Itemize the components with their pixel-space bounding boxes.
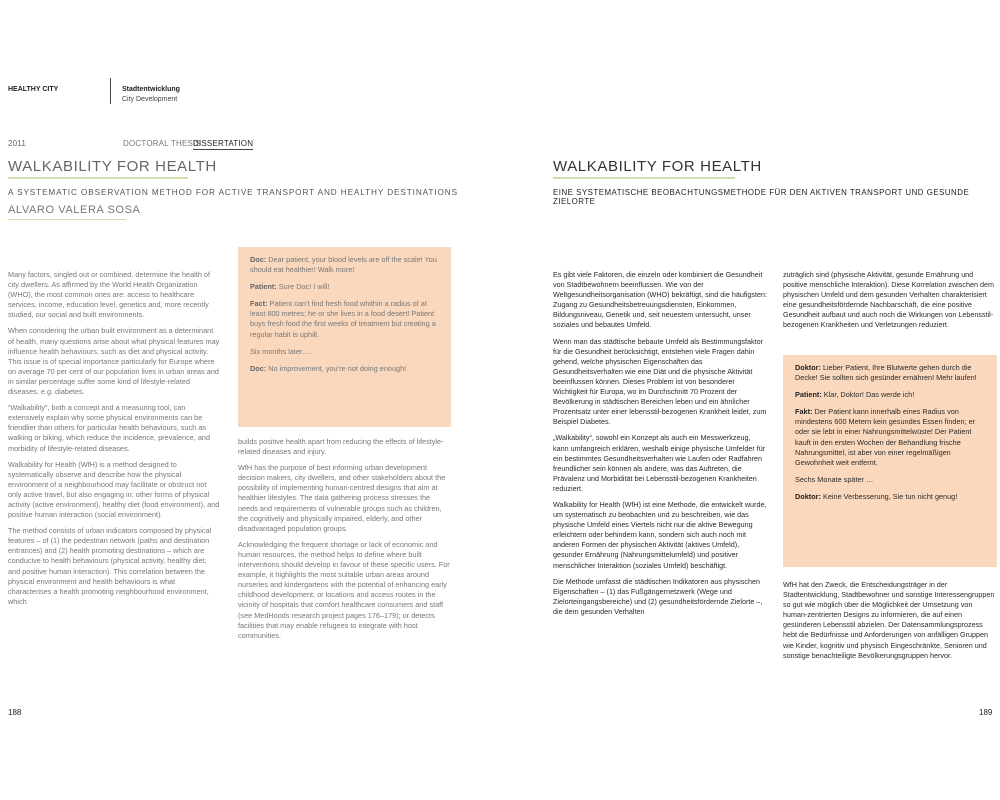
running-header-section: HEALTHY CITY (8, 86, 59, 93)
paragraph: WfH has the purpose of best informing urban development decision makers, city dwellers, and other stakeholders about the possibility of implementing human-centred designs that aim at healthier lifestyles. The data gathering process stresses the needs and requirements of vulnerable groups such as children, the cognitively and physically impaired, elderly, and other disadvantaged population groups. (238, 463, 446, 533)
dialogue-line: Sechs Monate später … (795, 474, 874, 484)
dialogue-text: Patient can’t find fresh food whithin a radius of at least 600 metres; he or she lives in a food desert! Patient buys fresh food the first weeks of treatment but creating a regular habit is uphill. (250, 299, 436, 339)
paragraph: „Walkability“, sowohl ein Konzept als auch ein Messwerkzeug, kann umfangreich erklären, weshalb einige physische Umfelder für ein bestimmtes Gesundheitsverhalten wie Laufen oder Radfahren freundlicher sein können als andere, was das Auftreten, die Prävalenz und Morbidität bei Lebensstil-bezogenen Krankheiten reduziert. (553, 433, 766, 493)
speaker-label: Fact: (250, 299, 268, 309)
author-name: ALVARO VALERA SOSA (8, 204, 141, 216)
dialogue-text: Dear patient, your blood levels are off the scale! You should eat healthier! Walk more! (250, 255, 437, 275)
paragraph: Many factors, singled out or combined, determine the health of city dwellers. As affirmed by the World Health Organization (WHO), the most common ones are: access to healthcare services, income, education level, genetics and, more recently studied, our social and built environments. (8, 270, 210, 320)
paragraph: Die Methode umfasst die städtischen Indikatoren aus physischen Eigenschaften – (1) das Fußgängernetzwerk (Wege und Zielorteingangsbereiche) und (2) gesundheitsfördernde Zielorte –, die dem gesunden Verhalten (553, 576, 763, 616)
speaker-label: Doc: (250, 255, 267, 264)
dialogue-text: No improvement, you’re not doing enough! (266, 363, 407, 373)
dialogue-line (250, 299, 439, 339)
year-label: 2011 (8, 139, 27, 148)
dialogue-line (795, 363, 985, 383)
body-column-de-2-bottom (783, 580, 995, 667)
body-column-en-2 (238, 437, 452, 647)
running-header-sub-de: Stadtentwicklung (122, 86, 180, 93)
subtitle-en: A SYSTEMATIC OBSERVATION METHOD FOR ACTIVE TRANSPORT AND HEALTHY DESTINATIONS (8, 188, 458, 197)
subtitle-de: EINE SYSTEMATISCHE BEOBACHTUNGSMETHODE FÜR DEN AKTIVEN TRANSPORT UND GESUNDE ZIELORTE (553, 188, 970, 206)
dialogue-line (250, 282, 439, 292)
body-column-de-2-top (783, 270, 995, 337)
running-header-sub-en: City Development (122, 96, 178, 103)
dialogue-text: Keine Verbesserung, Sie tun nicht genug! (820, 491, 958, 501)
paragraph: “Walkability”, both a concept and a measuring tool, can extensively explain why some physical environments can be friendlier than others for particular health behaviours, such as walking or biking, which reduce the incidence, prevalence, and morbidity of lifestyle-related diseases. (8, 403, 211, 453)
paragraph: Wenn man das städtische bebaute Umfeld als Bestimmungsfaktor für die Gesundheit berücksichtigt, entstehen viele Fragen dahin gehend, welche physischen Eigenschaften das Gesundheitsverhalten wie eine Diät und die physische Aktivität beeinflussen können. Dieses Problem ist von besonderer Wichtigkeit für Europa, wo im Durchschnitt 70 Prozent der Bevölkerung in städtischen Bereichen leben und ein ähnlicher Prozentsatz unter einer lebensstil-bezogenen Krankheit leidet, zum Beispiel Diabetes. (553, 336, 767, 427)
paragraph: The method consists of urban indicators composed by physical features – of (1) the pedestrian network (paths and destination entrances) and (2) health promoting destinations – which are conducive to health behaviours (physical activity, healthy diet, and positive human interaction). This correlation between the physical environment and health behaviours is what characterises a health promoting neighbourhood environment, which (8, 526, 212, 606)
speaker-label: Patient: (795, 390, 822, 400)
dialogue-text: Der Patient kann innerhalb eines Radius von mindestens 600 Metern kein gesundes Essen finden; er oder sie lebt in einer Nahrungsmittelwüste! Der Patient kauft in den ersten Wochen der Behandlung frische Nahrungsmittel, ist aber von einer regelmäßigen Gewohnheit weit entfernt. (795, 407, 976, 467)
dissertation-label: DISSERTATION (193, 139, 254, 148)
page-number-right: 189 (979, 708, 993, 717)
dialogue-line (795, 407, 985, 468)
body-column-en-1 (8, 270, 220, 613)
page-title-de: WALKABILITY FOR HEALTH (553, 158, 762, 175)
dialogue-text: Sure Doc! I will! (276, 282, 330, 292)
paragraph: zuträglich sind (physische Aktivität, gesunde Ernährung und positive menschliche Interaktion). Diese Korrelation zwischen dem physischen Umfeld und dem gesunden Verhalten charakterisiert eine gesundheitsfördernde Nachbarschaft, die eine positive Gesundheit aufbaut und auch noch die Wirkungen von Lebensstil-bezogenen Krankheiten und Verletzungen reduziert. (783, 270, 994, 330)
paragraph: Acknowledging the frequent shortage or lack of economic and human resources, the method helps to define where built interventions should develop in favour of these specific users. For example, it highlights the most suitable urban areas around nurseries and kindergartens with the potential of enhancing early childhood development; or locations and access routes in the vicinity of hospitals that comfort healthcare consumers and staff (see MedHoods research project pages 176–179); or detects facilities that may enable refugees to integrate with host communities. (238, 539, 450, 640)
header-divider (110, 78, 111, 104)
speaker-label: Fakt: (795, 407, 813, 417)
paragraph: Walkability for Health (WfH) is a method designed to systematically observe and describe how the physical environment of a neighbourhood may facilitate or obstruct not only active travel, but also engaging in: other forms of physical activity (active environment), healthy diet (food environment), and positive human interaction (social environment). (8, 459, 220, 520)
title-underline-en (8, 177, 188, 179)
dialogue-line (250, 255, 439, 275)
dialogue-text: Klar, Doktor! Das werde ich! (821, 390, 915, 400)
speaker-label: Doktor: (795, 491, 821, 501)
dialogue-box-en (238, 247, 451, 427)
dialogue-line (795, 390, 985, 400)
speaker-label: Doc: (250, 363, 267, 373)
dialogue-text: Lieber Patient, Ihre Blutwerte gehen durch die Decke! Sie sollten sich gesünder ernähren! Mehr laufen! (795, 363, 977, 383)
speaker-label: Doktor: (795, 363, 821, 372)
author-underline (8, 219, 126, 220)
paragraph: Walkability for Health (WfH) ist eine Methode, die entwickelt wurde, um systematisch zu beobachten und zu beschreiben, wie das physische Umfeld eines Viertels nicht nur die aktive Bewegung erleichtern oder behindern kann, sondern sich auch noch mit anderen Formen der physischen Aktivität (aktives Umfeld), gesunder Ernährung (Nahrungsmittelumfeld) und positiver menschlicher Interaktion (soziales Umfeld) beschäftigt. (553, 499, 767, 570)
dialogue-line (250, 364, 439, 374)
dialogue-line (795, 492, 985, 502)
dialogue-line: Six months later…. (250, 346, 312, 356)
doctoral-thesis-label: DOCTORAL THESIS (123, 139, 201, 148)
speaker-label: Patient: (250, 282, 277, 292)
page-number-left: 188 (8, 708, 22, 717)
title-underline-de (553, 177, 735, 179)
dialogue-box-de (783, 355, 997, 567)
paragraph: WfH hat den Zweck, die Entscheidungsträger in der Stadtentwicklung, Stadtbewohner und sonstige Interessengruppen so gut wie möglich über die Möglichkeit der Umsetzung von human-zentrierten Designs zu informieren, die auf einen gesünderen Lebensstil abzielen. Der Datensammlungsprozess hebt die Bedürfnisse und Anforderungen von anfälligen Gruppen wie Kinder, kognitiv und physisch Eingeschränkte, Senioren und sonstige benachteiligte Bevölkerungsgruppen hervor. (783, 580, 995, 660)
page-title-en: WALKABILITY FOR HEALTH (8, 158, 217, 175)
paragraph: Es gibt viele Faktoren, die einzeln oder kombiniert die Gesundheit von Stadtbewohnern beeinflussen. Wie von der Weltgesundheitsorganisation (WHO) bekräftigt, sind die häufigsten: Zugang zu Gesundheitsbetreuungsdiensten, Einkommen, Bildungsniveau, Genetik und, seit neuestem untersucht, unser soziales und bebautes Umfeld. (553, 270, 768, 330)
paragraph: When considering the urban built environment as a determinant of health, many questions arise about what physical features may influence health behaviours, such as diet and physical activity. This issue is of special importance particularly for Europe where on average 70 per cent of our population lives in urban areas and in similar percentage suffer some kind of lifestyle-related diseases, e.g. diabetes. (8, 326, 220, 397)
paragraph: builds positive health apart from reducing the effects of lifestyle-related diseases and injury. (238, 437, 444, 457)
body-column-de-1 (553, 270, 767, 623)
